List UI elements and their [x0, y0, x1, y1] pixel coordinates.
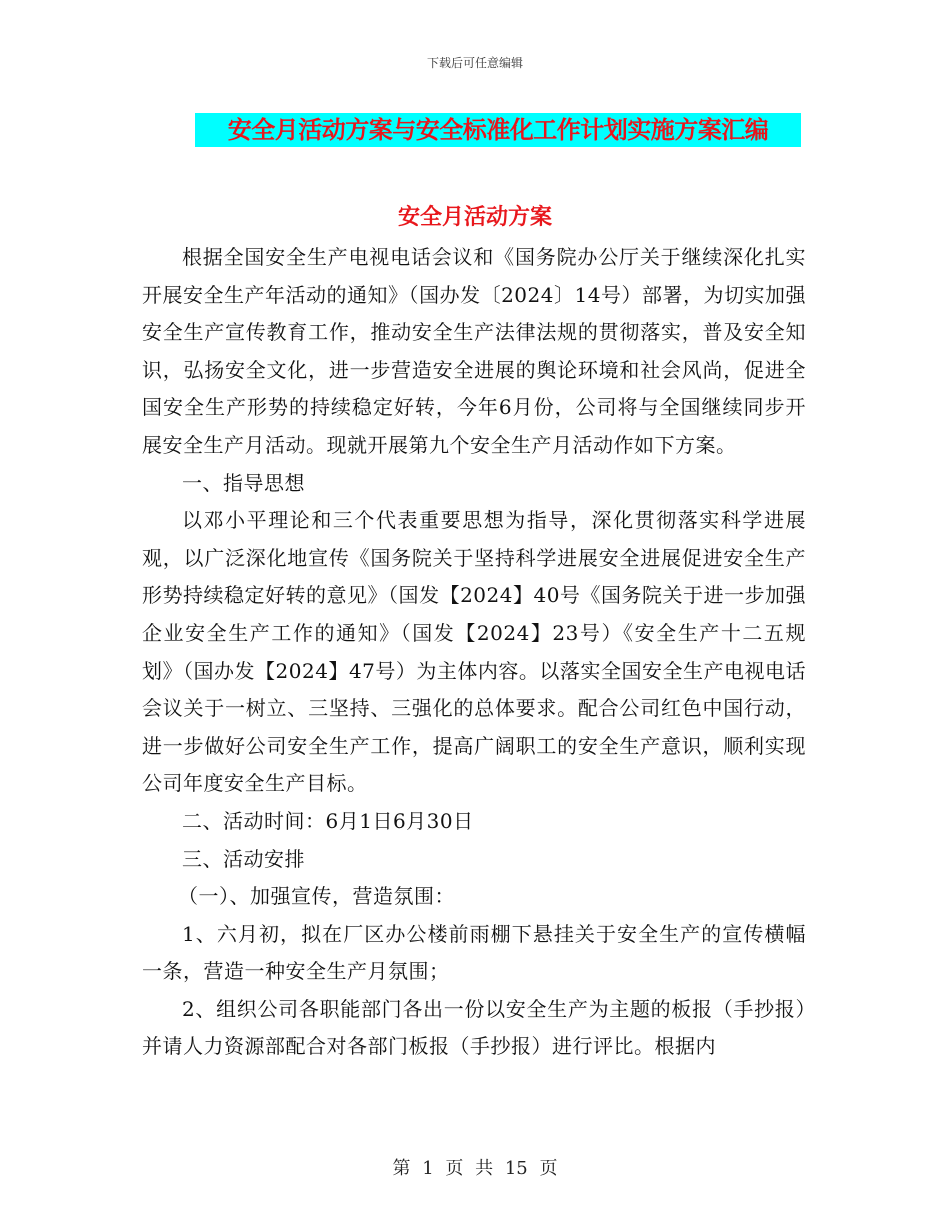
- section-title: 安全月活动方案: [397, 205, 552, 230]
- heading-publicity: （一）、加强宣传，营造氛围：: [178, 884, 455, 909]
- paragraph-item-1: 1、六月初，拟在厂区办公楼前雨棚下悬挂关于安全生产的宣传横幅一条，营造一种安全生产月氛围；: [142, 921, 806, 984]
- paragraph-item-2: 2、组织公司各职能部门各出一份以安全生产为主题的板报（手抄报）并请人力资源部配合对各部门板报（手抄报）进行评比。根据内: [142, 996, 806, 1059]
- main-title: 安全月活动方案与安全标准化工作计划实施方案汇编: [195, 113, 801, 147]
- heading-guiding-thought: 一、指导思想: [182, 470, 305, 495]
- page-footer: 第 1 页 共 15 页: [392, 1158, 558, 1179]
- heading-activity-time: 二、活动时间：6月1日6月30日: [182, 808, 474, 833]
- document-body: [142, 239, 806, 1066]
- paragraph-guiding-thought: 以邓小平理论和三个代表重要思想为指导，深化贯彻落实科学进展观，以广泛深化地宣传《国务院关于坚持科学进展安全进展促进安全生产形势持续稳定好转的意见》（国发【2024】40号《国务院关于进一步加强企业安全生产工作的通知》（国发【2024】23号）《安全生产十二五规划》（国办发【2024】47号）为主体内容。以落实全国安全生产电视电话会议关于一树立、三坚持、三强化的总体要求。配合公司红色中国行动，进一步做好公司安全生产工作，提高广阔职工的安全生产意识，顺利实现公司年度安全生产目标。: [142, 508, 806, 796]
- paragraph-intro: 根据全国安全生产电视电话会议和《国务院办公厅关于继续深化扎实开展安全生产年活动的通知》（国办发〔2024〕14号）部署，为切实加强安全生产宣传教育工作，推动安全生产法律法规的贯彻落实，普及安全知识，弘扬安全文化，进一步营造安全进展的舆论环境和社会风尚，促进全国安全生产形势的持续稳定好转，今年6月份，公司将与全国继续同步开展安全生产月活动。现就开展第九个安全生产月活动作如下方案。: [142, 245, 806, 457]
- heading-activity-arrangement: 三、活动安排: [182, 846, 305, 871]
- header-note: 下载后可任意编辑: [426, 56, 523, 70]
